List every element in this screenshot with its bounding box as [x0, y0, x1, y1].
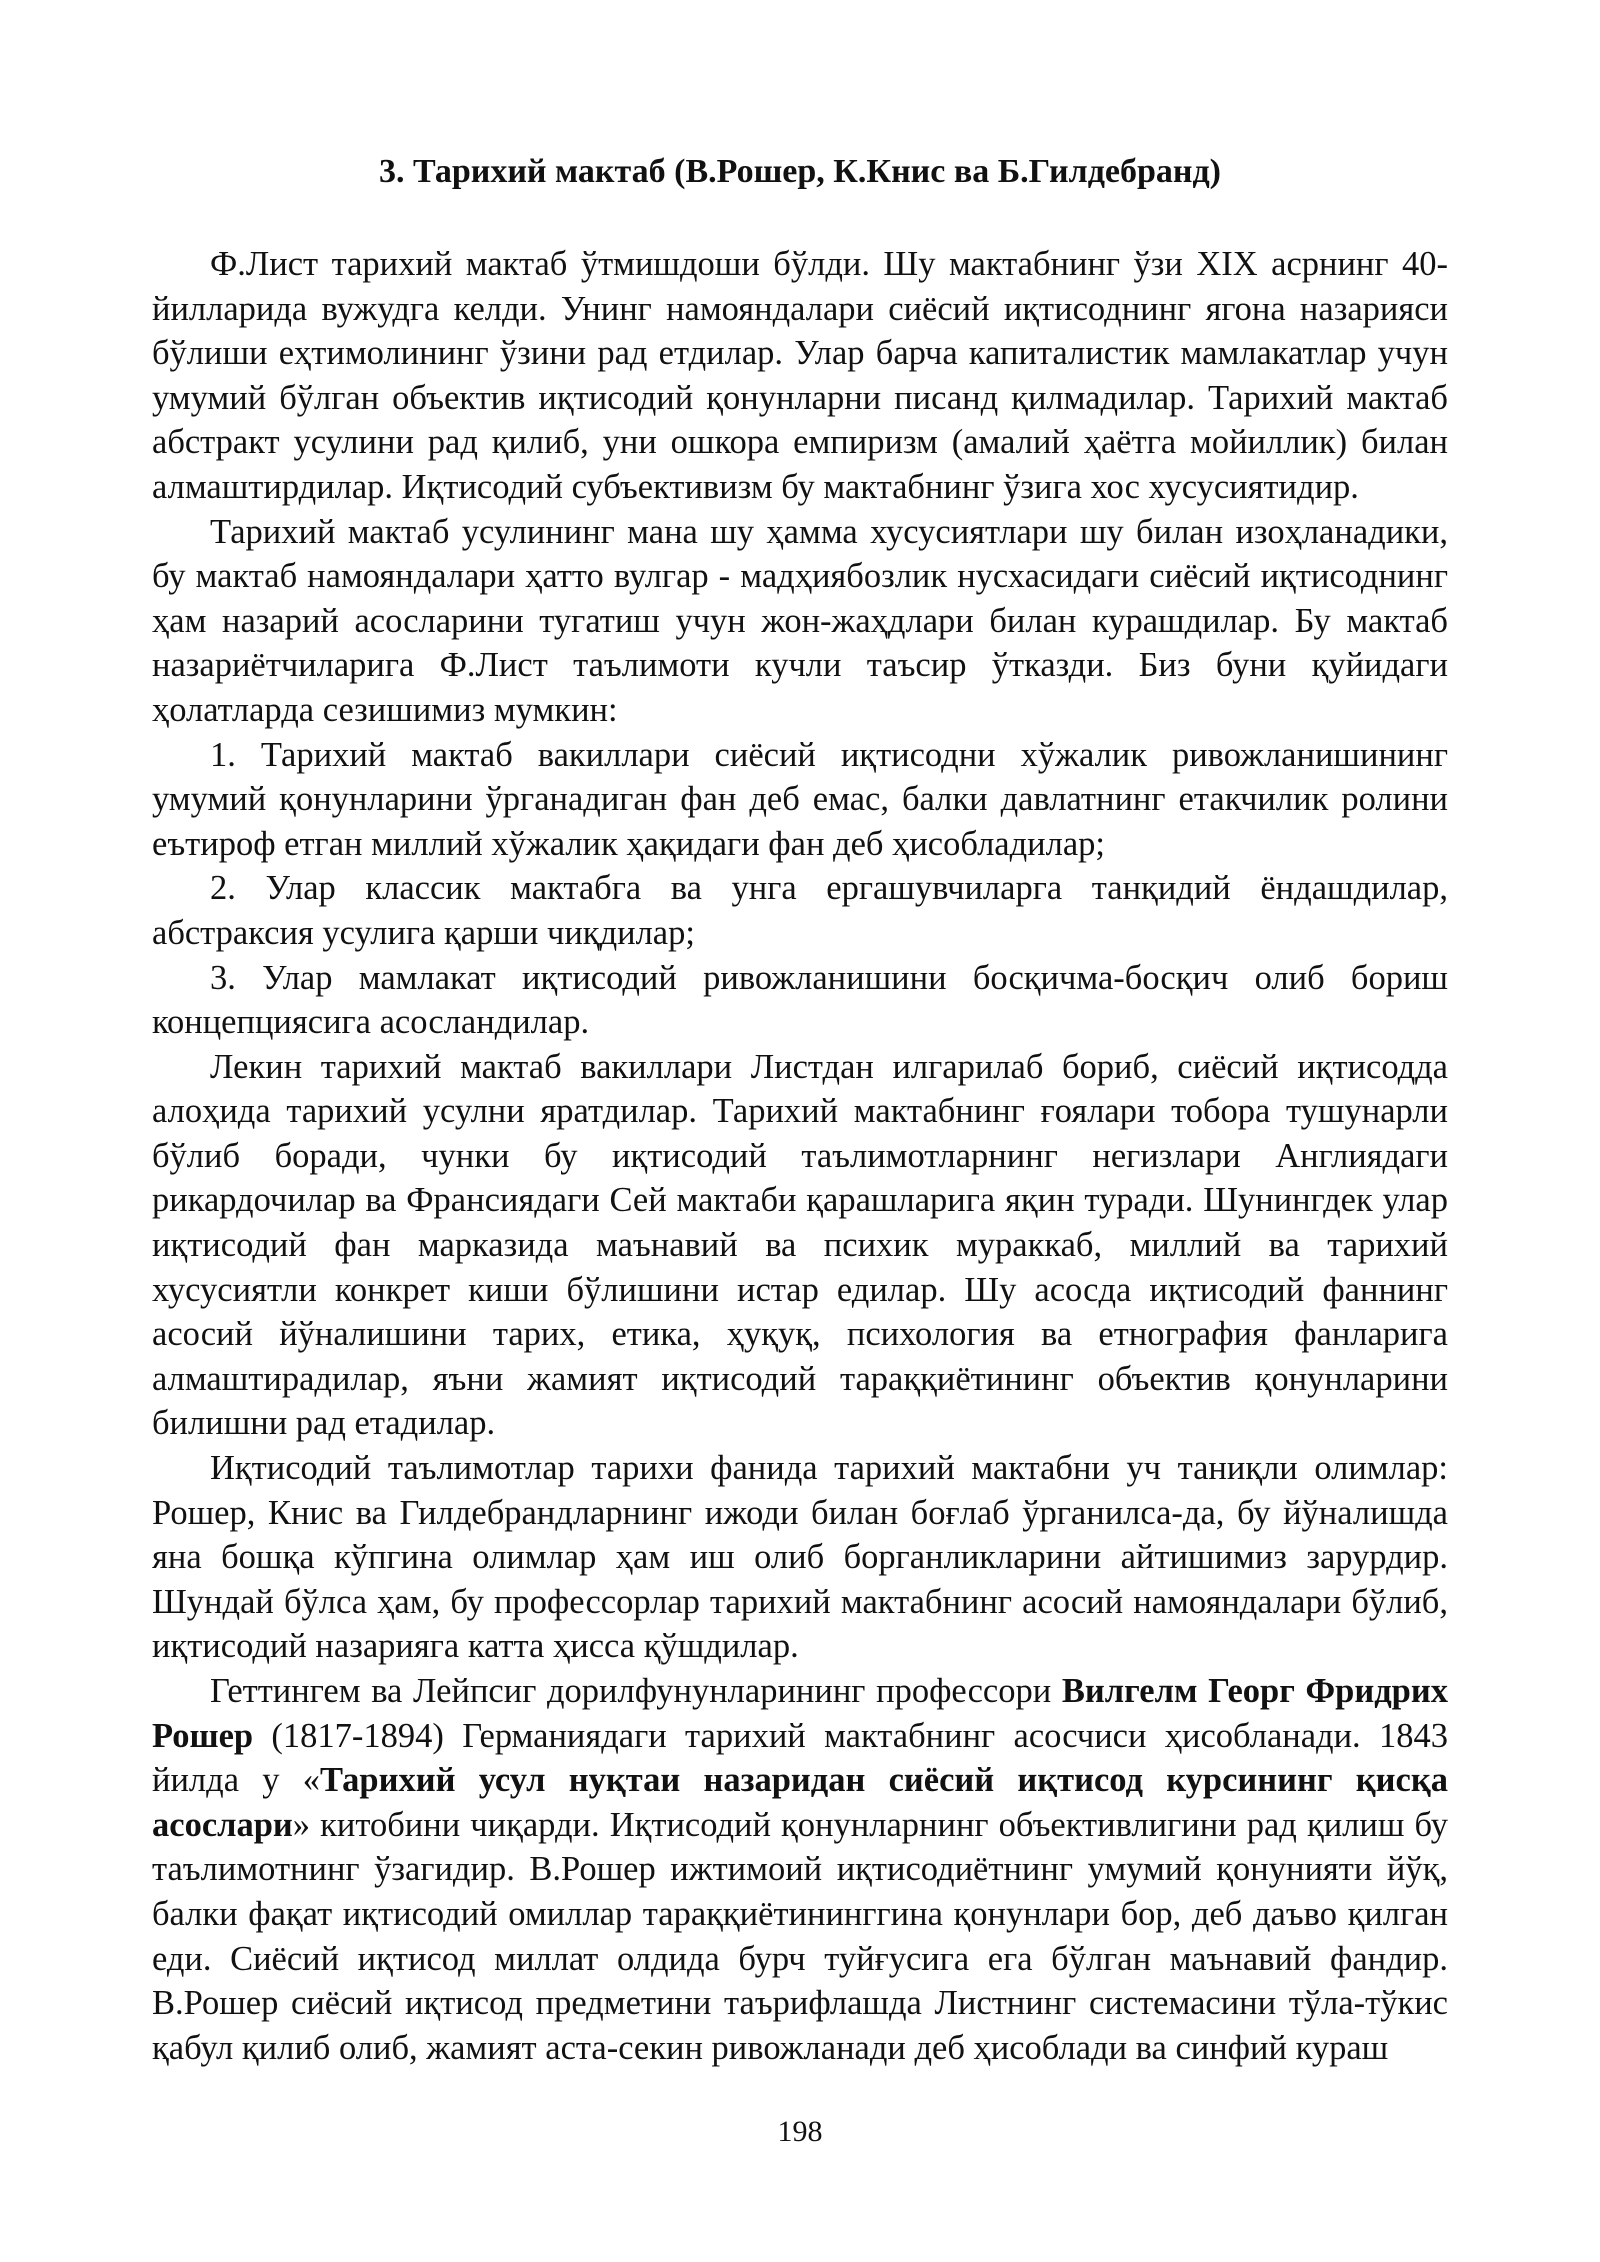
paragraph-4: Иқтисодий таълимотлар тарихи фанида тарихий мактабни уч таниқли олимлар: Рошер, Книс ва Гилдебрандларнинг ижоди билан боғлаб ўрганилса-да, бу йўналишда яна бошқа кўпгина олимлар ҳам иш олиб борганликларини айтишимиз зарурдир. Шундай бўлса ҳам, бу профессорлар тарихий мактабнинг асосий намояндалари бўлиб, иқтисодий назарияга катта ҳисса қўшдилар.: [152, 1449, 1448, 1666]
section-heading: 3. Тарихий мактаб (В.Рошер, К.Книс ва Б.Гилдебранд): [379, 153, 1221, 190]
paragraph-3: Лекин тарихий мактаб вакиллари Листдан илгарилаб бориб, сиёсий иқтисодда алоҳида тарихий усулни яратдилар. Тарихий мактабнинг ғоялари тобора тушунарли бўлиб боради, чунки бу иқтисодий таълимотларнинг негизлари Англиядаги рикардочилар ва Франсиядаги Сей мактаби қарашларига яқин туради. Шунингдек улар иқтисодий фан марказида маънавий ва психик мураккаб, миллий ва тарихий хусусиятли конкрет киши бўлишини истар едилар. Шу асосда иқтисодий фаннинг асосий йўналишини тарих, етика, ҳуқуқ, психология ва етнография фанларига алмаштирадилар, яъни жамият иқтисодий тараққиётининг объектив қонунларини билишни рад етадилар.: [152, 1047, 1448, 1443]
page-number: 198: [777, 2115, 823, 2148]
paragraph-5-text-1: Геттингем ва Лейпсиг дорилфунунларининг профессори: [210, 1672, 1062, 1710]
list-item-1: 1. Тарихий мактаб вакиллари сиёсий иқтисодни хўжалик ривожланишининг умумий қонунларини ўрганадиган фан деб емас, балки давлатнинг етакчилик ролини еътироф етган миллий хўжалик ҳақидаги фан деб ҳисобладилар;: [152, 735, 1448, 863]
book-title: Тарихий усул нуқтаи назаридан сиёсий иқтисод курсининг қисқа асослари: [152, 1761, 1448, 1844]
paragraph-1: Ф.Лист тарихий мактаб ўтмишдоши бўлди. Шу мактабнинг ўзи XIX асрнинг 40-йилларида вужудга келди. Унинг намояндалари сиёсий иқтисоднинг ягона назарияси бўлиши еҳтимолининг ўзини рад етдилар. Улар барча капиталистик мамлакатлар учун умумий бўлган объектив иқтисодий қонунларни писанд қилмадилар. Тарихий мактаб абстракт усулини рад қилиб, уни ошкора емпиризм (амалий ҳаётга мойиллик) билан алмаштирдилар. Иқтисодий субъективизм бу мактабнинг ўзига хос хусусиятидир.: [152, 245, 1448, 506]
body-text: [152, 242, 1448, 2070]
paragraph-5-text-2: (1817-1894) Германиядаги тарихий мактабнинг асосчиси ҳисобланади. 1843 йилда у «: [152, 1716, 1448, 1800]
paragraph-2: Тарихий мактаб усулининг мана шу ҳамма хусусиятлари шу билан изоҳланадики, бу мактаб намояндалари ҳатто вулгар - мадҳиябозлик нусхасидаги сиёсий иқтисоднинг ҳам назарий асосларини тугатиш учун жон-жаҳдлари билан курашдилар. Бу мактаб назариётчиларига Ф.Лист таълимоти кучли таъсир ўтказди. Биз буни қуйидаги ҳолатларда сезишимиз мумкин:: [152, 512, 1448, 729]
roscher-name: Вилгелм Георг Фридрих Рошер: [152, 1672, 1448, 1755]
paragraph-5-text-3: » китобини чиқарди. Иқтисодий қонунларнинг объективлигини рад қилиш бу таълимотнинг ўзагидир. В.Рошер ижтимоий иқтисодиётнинг умумий қонунияти йўқ, балки фақат иқтисодий омиллар тараққиётининггина қонунлари бор, деб даъво қилган еди. Сиёсий иқтисод миллат олдида бурч туйғусига ега бўлган маънавий фандир. В.Рошер сиёсий иқтисод предметини таърифлашда Листнинг системасини тўла-тўкис қабул қилиб олиб, жамият аста-секин ривожланади деб ҳисоблади ва синфий кураш: [152, 1805, 1448, 2067]
list-item-3: 3. Улар мамлакат иқтисодий ривожланишини босқичма-босқич олиб бориш концепциясига асосландилар.: [152, 958, 1448, 1042]
list-item-2: 2. Улар классик мактабга ва унга ергашувчиларга танқидий ёндашдилар, абстраксия усулига қарши чиқдилар;: [152, 869, 1448, 952]
paragraph-5: [152, 1669, 1448, 2070]
